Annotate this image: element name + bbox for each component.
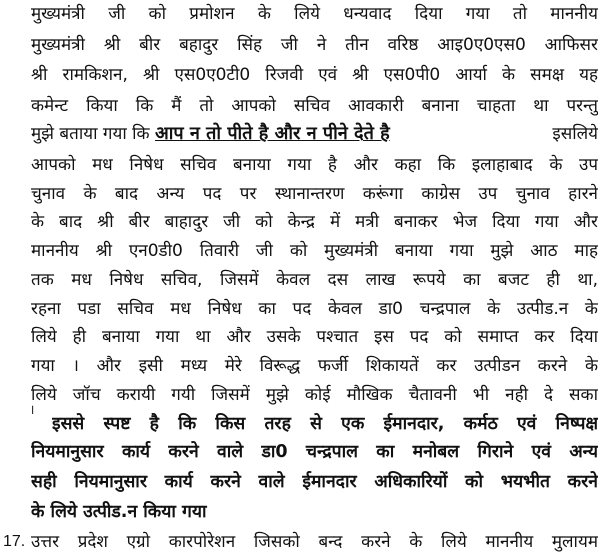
text-line: तक मध निषेध सचिव, जिसमें केवल दस लाख रूपये का बजट ही था,: [31, 270, 598, 290]
text-line: गया । और इसी मध्य मेरे विरूद्ध फर्जी शिकायतें कर उत्पीडन करने के: [31, 356, 598, 376]
list-item-number: 17.: [3, 533, 26, 550]
text-line: श्री रामकिशन, श्री एस0ए0टी0 रिजवी एवं श्री एस0पी0 आर्या के समक्ष यह: [31, 65, 598, 85]
text-line: मुख्यमंत्री श्री बीर बहादुर सिंह जी ने तीन वरिष्ठ आइ0ए0एस0 आफिसर: [31, 35, 598, 55]
stray-mark: ׀: [31, 403, 35, 416]
text-line: लिये ही बनाया गया था और उसके पश्चात इस पद को समाप्त कर दिया: [31, 327, 598, 347]
text-line: मुख्यमंत्री जी को प्रमोशन के लिये धन्यवाद दिया गया तो माननीय: [31, 4, 598, 24]
text-line: उत्तर प्रदेश एग्रो कारपोरेशन जिसको बन्द करने के लिये माननीय मुलायम: [31, 532, 598, 552]
text-line-emphasis: [31, 120, 598, 148]
text-line: के बाद श्री बीर बाहादुर जी को केन्द्र में मत्री बनाकर भेज दिया गया और: [31, 212, 598, 232]
text-suffix: इसलिये: [552, 124, 598, 144]
text-prefix: मुझे बताया गया कि: [31, 124, 155, 144]
text-line: माननीय श्री एन0डी0 तिवारी जी को मुख्यमंत्री बनाया गया मुझे आठ माह: [31, 241, 598, 261]
text-line: कमेन्ट किया कि मैं तो आपको सचिव आवकारी बनाना चाहता था परन्तु: [31, 96, 598, 116]
text-line-bold: के लिये उत्पीड.न किया गया: [31, 502, 207, 522]
text-line: आपको मध निषेध सचिव बनाया गया है और कहा कि इलाहाबाद के उप: [31, 155, 598, 175]
text-line-bold: नियमानुसार कार्य करने वाले डा0 चन्द्रपाल का मनोबल गिराने एवं अन्य: [31, 442, 598, 462]
text-line: लिये जॉच करायी गयी जिसमें मुझे कोई मौखिक चैतावनी भी नही दे सका: [31, 385, 598, 405]
text-line-bold: सही नियमानुसार कार्य करने वाले ईमानदार अधिकारियों को भयभीत करने: [31, 472, 598, 492]
text-line: रहना पडा सचिव मध निषेध का पद केवल डा0 चन्द्रपाल के उत्पीड.न के: [31, 299, 598, 319]
text-line: चुनाव के बाद अन्य पद पर स्थानान्तरण करूंगा काग्रेस उप चुनाव हारने: [31, 184, 598, 204]
emphasized-quote: आप न तो पीते है और न पीने देते है: [155, 123, 390, 144]
text-line-bold: इससे स्पष्ट है कि किस तरह से एक ईमानदार, कर्मठ एवं निष्पक्ष: [52, 414, 598, 434]
